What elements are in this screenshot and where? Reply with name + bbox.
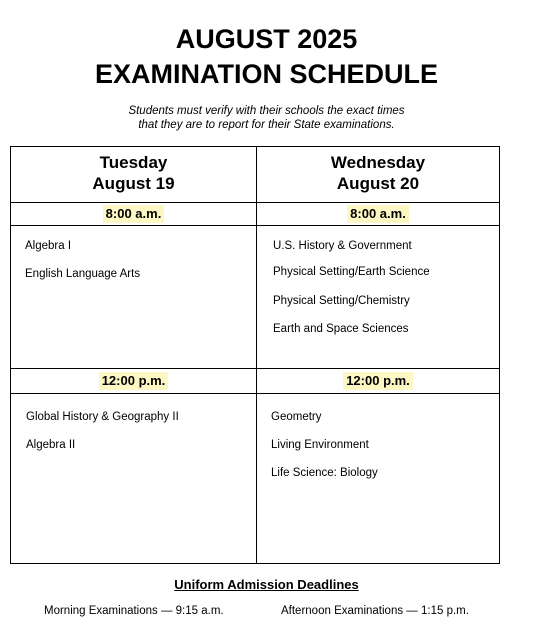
title-line-schedule: EXAMINATION SCHEDULE — [94, 59, 438, 89]
title-line-month: AUGUST 2025 — [175, 24, 358, 54]
verify-note-line-2: that they are to report for their State examinations. — [138, 119, 395, 131]
day-date: August 19 — [92, 174, 175, 193]
exam-item: Global History & Geography II — [26, 411, 179, 423]
day-weekday: Tuesday — [99, 153, 168, 172]
exam-schedule-table — [10, 146, 500, 564]
day-weekday: Wednesday — [330, 153, 426, 172]
session-time-morning: 8:00 a.m. — [11, 205, 256, 225]
day-header — [257, 152, 499, 194]
exam-item: Life Science: Biology — [271, 467, 378, 479]
day-column-wednesday — [257, 147, 499, 563]
deadlines-heading: Uniform Admission Deadlines — [174, 577, 359, 592]
exam-item: Living Environment — [271, 439, 369, 451]
session-time-morning: 8:00 a.m. — [257, 205, 499, 225]
day-header — [11, 152, 256, 194]
exam-item: Algebra II — [26, 439, 76, 451]
exam-item: Physical Setting/Earth Science — [273, 266, 430, 278]
afternoon-deadline: Afternoon Examinations — 1:15 p.m. — [281, 605, 469, 617]
exam-item: Algebra I — [25, 240, 72, 252]
day-date: August 20 — [336, 174, 420, 193]
exam-item: Geometry — [271, 411, 322, 423]
session-time-afternoon: 12:00 p.m. — [257, 372, 499, 392]
morning-deadline: Morning Examinations — 9:15 a.m. — [44, 605, 224, 617]
verify-note-line-1: Students must verify with their schools the exact times — [128, 105, 405, 117]
exam-item: English Language Arts — [25, 268, 141, 280]
exam-item: Physical Setting/Chemistry — [273, 295, 410, 307]
exam-item: U.S. History & Government — [273, 240, 412, 252]
session-time-afternoon: 12:00 p.m. — [11, 372, 256, 392]
exam-item: Earth and Space Sciences — [273, 323, 409, 335]
day-column-tuesday — [11, 147, 256, 563]
